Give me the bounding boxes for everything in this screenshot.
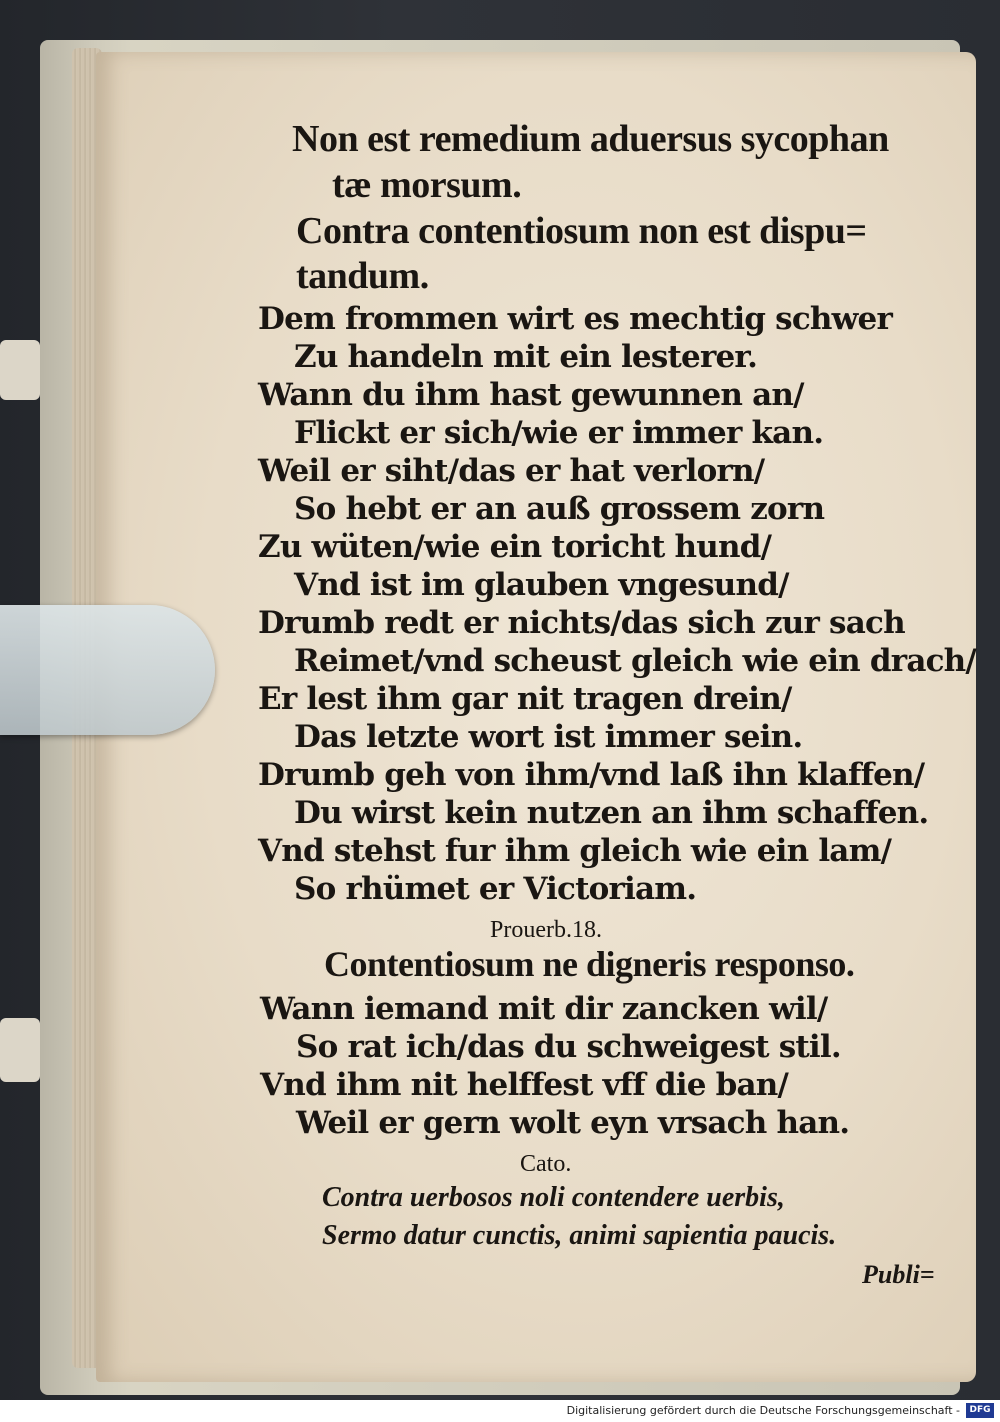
verse-line: Reimet/vnd scheust gleich wie ein drach/: [294, 643, 976, 679]
latin-heading-line: tandum.: [296, 255, 429, 297]
latin-verse-line: Contra uerbosos noli contendere uerbis,: [322, 1182, 785, 1213]
footer-bar: [0, 1400, 1000, 1422]
verse-line: So hebt er an auß grossem zorn: [294, 491, 825, 527]
verse-line: Vnd ihm nit helffest vff die ban/: [260, 1067, 789, 1103]
verse-line: So rhümet er Victoriam.: [294, 871, 697, 907]
source-reference: Cato.: [520, 1151, 572, 1177]
book-page: [96, 52, 976, 1382]
verse-line: Flickt er sich/wie er immer kan.: [294, 415, 824, 451]
latin-heading-line: tæ morsum.: [332, 164, 522, 206]
latin-heading-line: Non est remedium aduersus sycophan: [292, 118, 889, 160]
verse-line: Weil er siht/das er hat verlorn/: [258, 453, 765, 489]
verse-line: Das letzte wort ist immer sein.: [294, 719, 803, 755]
verse-line: So rat ich/das du schweigest stil.: [296, 1029, 841, 1065]
page-holder-clip: [0, 605, 215, 735]
verse-line: Er lest ihm gar nit tragen drein/: [258, 681, 792, 717]
verse-line: Wann du ihm hast gewunnen an/: [258, 377, 804, 413]
verse-line: Vnd stehst fur ihm gleich wie ein lam/: [258, 833, 892, 869]
verse-line: Du wirst kein nutzen an ihm schaffen.: [294, 795, 929, 831]
latin-heading-line: Contra contentiosum non est dispu=: [296, 210, 867, 252]
footer-credit: Digitalisierung gefördert durch die Deutsche Forschungsgemeinschaft -: [566, 1404, 960, 1417]
verse-line: Zu wüten/wie ein toricht hund/: [258, 529, 772, 565]
verse-line: Dem frommen wirt es mechtig schwer: [258, 301, 892, 337]
binding-strap-bottom: [0, 1018, 40, 1082]
binding-strap-top: [0, 340, 40, 400]
source-reference: Prouerb.18.: [490, 917, 602, 943]
dfg-logo-icon: DFG: [966, 1403, 994, 1418]
verse-line: Drumb redt er nichts/das sich zur sach: [258, 605, 905, 641]
verse-line: Vnd ist im glauben vngesund/: [294, 567, 789, 603]
catchword: Publi=: [862, 1260, 935, 1289]
verse-line: Wann iemand mit dir zancken wil/: [260, 991, 828, 1027]
verse-line: Weil er gern wolt eyn vrsach han.: [296, 1105, 850, 1141]
verse-line: Drumb geh von ihm/vnd laß ihn klaffen/: [258, 757, 925, 793]
latin-verse-line: Sermo datur cunctis, animi sapientia paucis.: [322, 1220, 837, 1251]
verse-line: Zu handeln mit ein lesterer.: [294, 339, 758, 375]
latin-heading-line: Contentiosum ne digneris responso.: [324, 944, 855, 984]
